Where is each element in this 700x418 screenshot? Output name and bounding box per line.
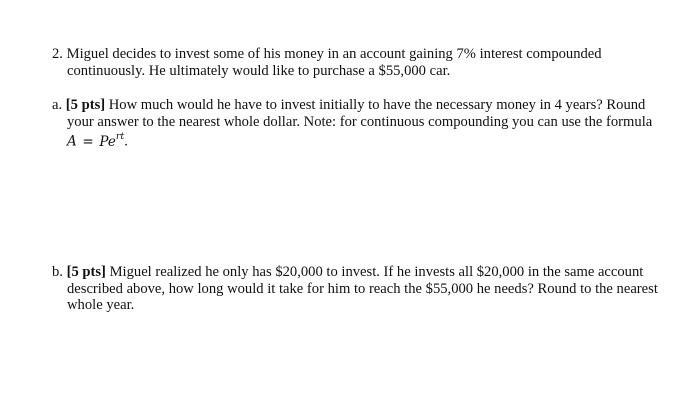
question-2-line-1: 2. Miguel decides to invest some of his money in an account gaining 7% interest compounded [52, 46, 602, 62]
part-a-line-1-text: How much would he have to invest initially to have the necessary money in 4 years? Round [105, 97, 646, 113]
part-b-line-1 [52, 264, 652, 281]
formula-period: . [124, 133, 128, 150]
part-a [52, 97, 652, 150]
part-a-points: [5 pts] [65, 97, 106, 113]
question-2-line-2: continuously. He ultimately would like to purchase a $55,000 car. [67, 62, 451, 79]
question-2 [52, 46, 652, 79]
formula-base: Pe [99, 133, 116, 150]
part-b-line-3: whole year. [67, 297, 135, 313]
formula-exponent: rt [115, 131, 125, 142]
formula-lhs: A [67, 133, 77, 150]
compound-formula [52, 130, 652, 150]
part-b-points: [5 pts] [66, 264, 106, 280]
part-b [52, 264, 658, 314]
part-b-marker: b. [52, 264, 67, 280]
formula-equals: = [82, 133, 94, 150]
part-b-line-1-text: Miguel realized he only has $20,000 to invest. If he invests all $20,000 in the same account [105, 264, 644, 280]
part-a-line-2: your answer to the nearest whole dollar. Note: for continuous compounding you can use the formula [67, 113, 653, 130]
part-b-line-2: described above, how long would it take for him to reach the $55,000 he needs? Round to the nearest [67, 280, 658, 297]
part-a-line-1 [52, 97, 652, 114]
part-a-marker: a. [52, 97, 66, 113]
